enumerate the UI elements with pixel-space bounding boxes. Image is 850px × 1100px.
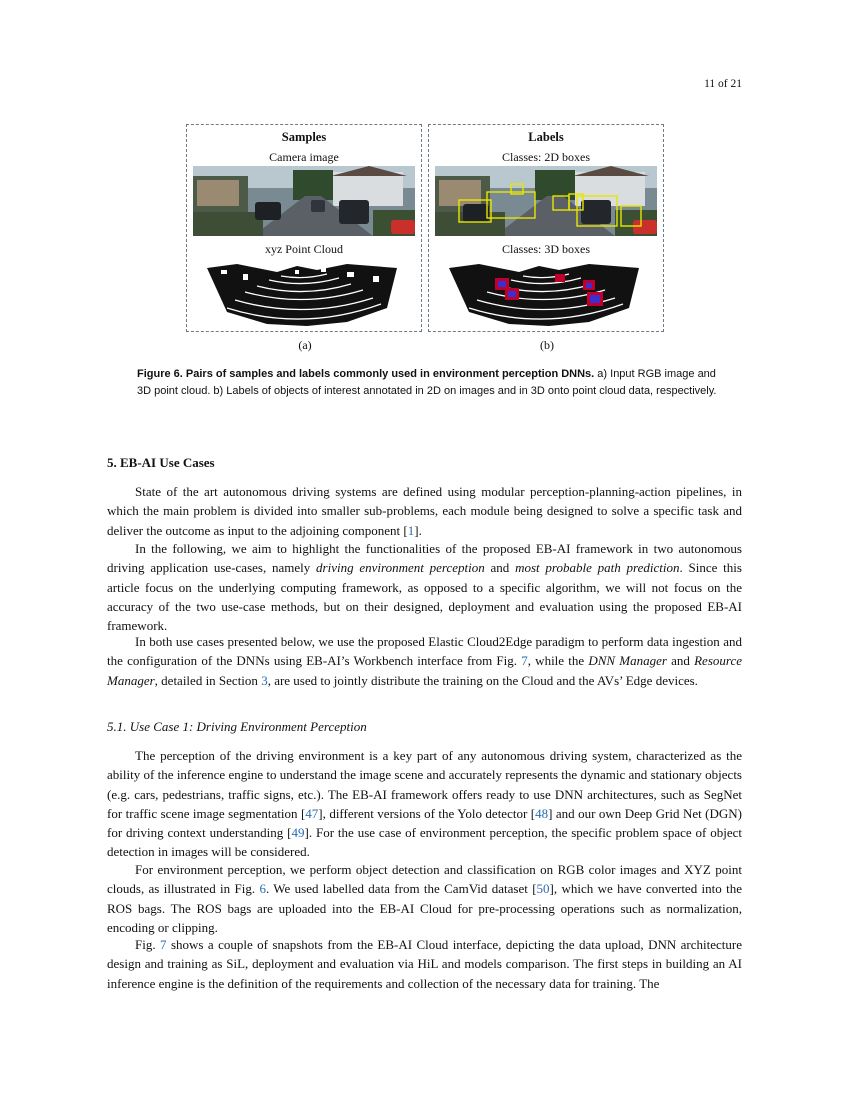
citation-link[interactable]: 47 <box>305 805 319 821</box>
paragraph-5: For environment perception, we perform object detection and classification on RGB color images and XYZ point clouds, as illustrated in Fig. 6. We used labelled data from the CamVid dataset [50], which we have converted into the ROS bags. The ROS bags are uploaded into the EB-AI Cloud for pre-processing operations such as normalization, encoding or clipping. <box>107 862 742 935</box>
point-cloud-label: xyz Point Cloud <box>264 242 343 256</box>
paragraph-1: State of the art autonomous driving systems are defined using modular perception-planning-action pipelines, in which the main problem is divided into smaller sub-problems, each module being designed to solve a specific task and deliver the outcome as input to the adjoining component [1]. <box>107 484 742 538</box>
paragraph-3: In both use cases presented below, we use the proposed Elastic Cloud2Edge paradigm to perform data ingestion and the configuration of the DNNs using EB-AI’s Workbench interface from Fig. 7, while the DNN Manager and Resource Manager, detailed in Section 3, are used to jointly distribute the training on the Cloud and the AVs’ Edge devices. <box>107 634 742 688</box>
camera-image-label: Camera image <box>269 150 339 164</box>
citation-link[interactable]: 48 <box>535 805 549 821</box>
labels-panel <box>428 124 664 332</box>
caption-bold-text: Pairs of samples and labels commonly used in environment perception DNNs. <box>185 368 595 380</box>
labelled-camera-image <box>435 166 657 236</box>
paragraph-2: In the following, we aim to highlight the functionalities of the proposed EB-AI framework in two autonomous driving application use-cases, namely driving environment perception and most probable path prediction. Since this article focus on the underlying computing framework, as opposed to a specific algorithm, we will not focus on the accuracy of the two use-case methods, but on their designed, deployment and evaluation using the proposed EB-AI framework. <box>107 541 742 634</box>
labelled-point-cloud-image <box>439 258 653 328</box>
figure-6 <box>186 124 666 356</box>
camera-image <box>193 166 415 236</box>
caption-label: Figure 6. <box>137 368 183 380</box>
figure-caption <box>137 366 727 401</box>
citation-link[interactable]: 1 <box>407 522 415 538</box>
point-cloud-image <box>197 258 411 328</box>
citation-link[interactable]: 50 <box>536 881 550 897</box>
subsection-heading: 5.1. Use Case 1: Driving Environment Perception <box>107 719 367 734</box>
2d-boxes-label: Classes: 2D boxes <box>502 150 590 164</box>
samples-panel <box>186 124 422 332</box>
page-number: 11 of 21 <box>704 78 742 90</box>
paragraph-6: Fig. 7 shows a couple of snapshots from the EB-AI Cloud interface, depicting the data upload, DNN architecture design and training as SiL, deployment and evaluation via HiL and models comparison. The first steps in building an AI inference engine is the definition of the requirements and collection of the necessary data for training. The <box>107 937 743 991</box>
caption-text: a) Input RGB image and 3D point cloud. b) Labels of objects of interest annotated in 2D on images and in 3D onto point cloud data, respectively. <box>137 368 717 398</box>
labels-title: Labels <box>528 130 564 144</box>
paragraph-4: The perception of the driving environment is a key part of any autonomous driving system, characterized as the ability of the inference engine to understand the image scene and accurately represents the dynamic and stationary objects (e.g. cars, pedestrians, traffic signs, etc.). The EB-AI framework offers ready to use DNN architectures, such as SegNet for traffic scene image segmentation [47], different versions of the Yolo detector [48] and our own Deep Grid Net (DGN) for driving context understanding [49]. For the use case of environment perception, the specific problem space of object detection in images will be considered. <box>107 748 742 860</box>
citation-link[interactable]: 49 <box>291 825 305 841</box>
figure-link[interactable]: 6 <box>259 881 266 897</box>
figure-link[interactable]: 7 <box>521 653 528 669</box>
subfigure-b-label: (b) <box>540 338 554 352</box>
subfigure-a-label: (a) <box>298 338 312 352</box>
samples-title: Samples <box>281 130 327 144</box>
figure-link[interactable]: 7 <box>160 937 167 952</box>
section-heading: 5. EB-AI Use Cases <box>107 455 215 470</box>
3d-boxes-label: Classes: 3D boxes <box>502 242 590 256</box>
section-link[interactable]: 3 <box>261 672 268 688</box>
